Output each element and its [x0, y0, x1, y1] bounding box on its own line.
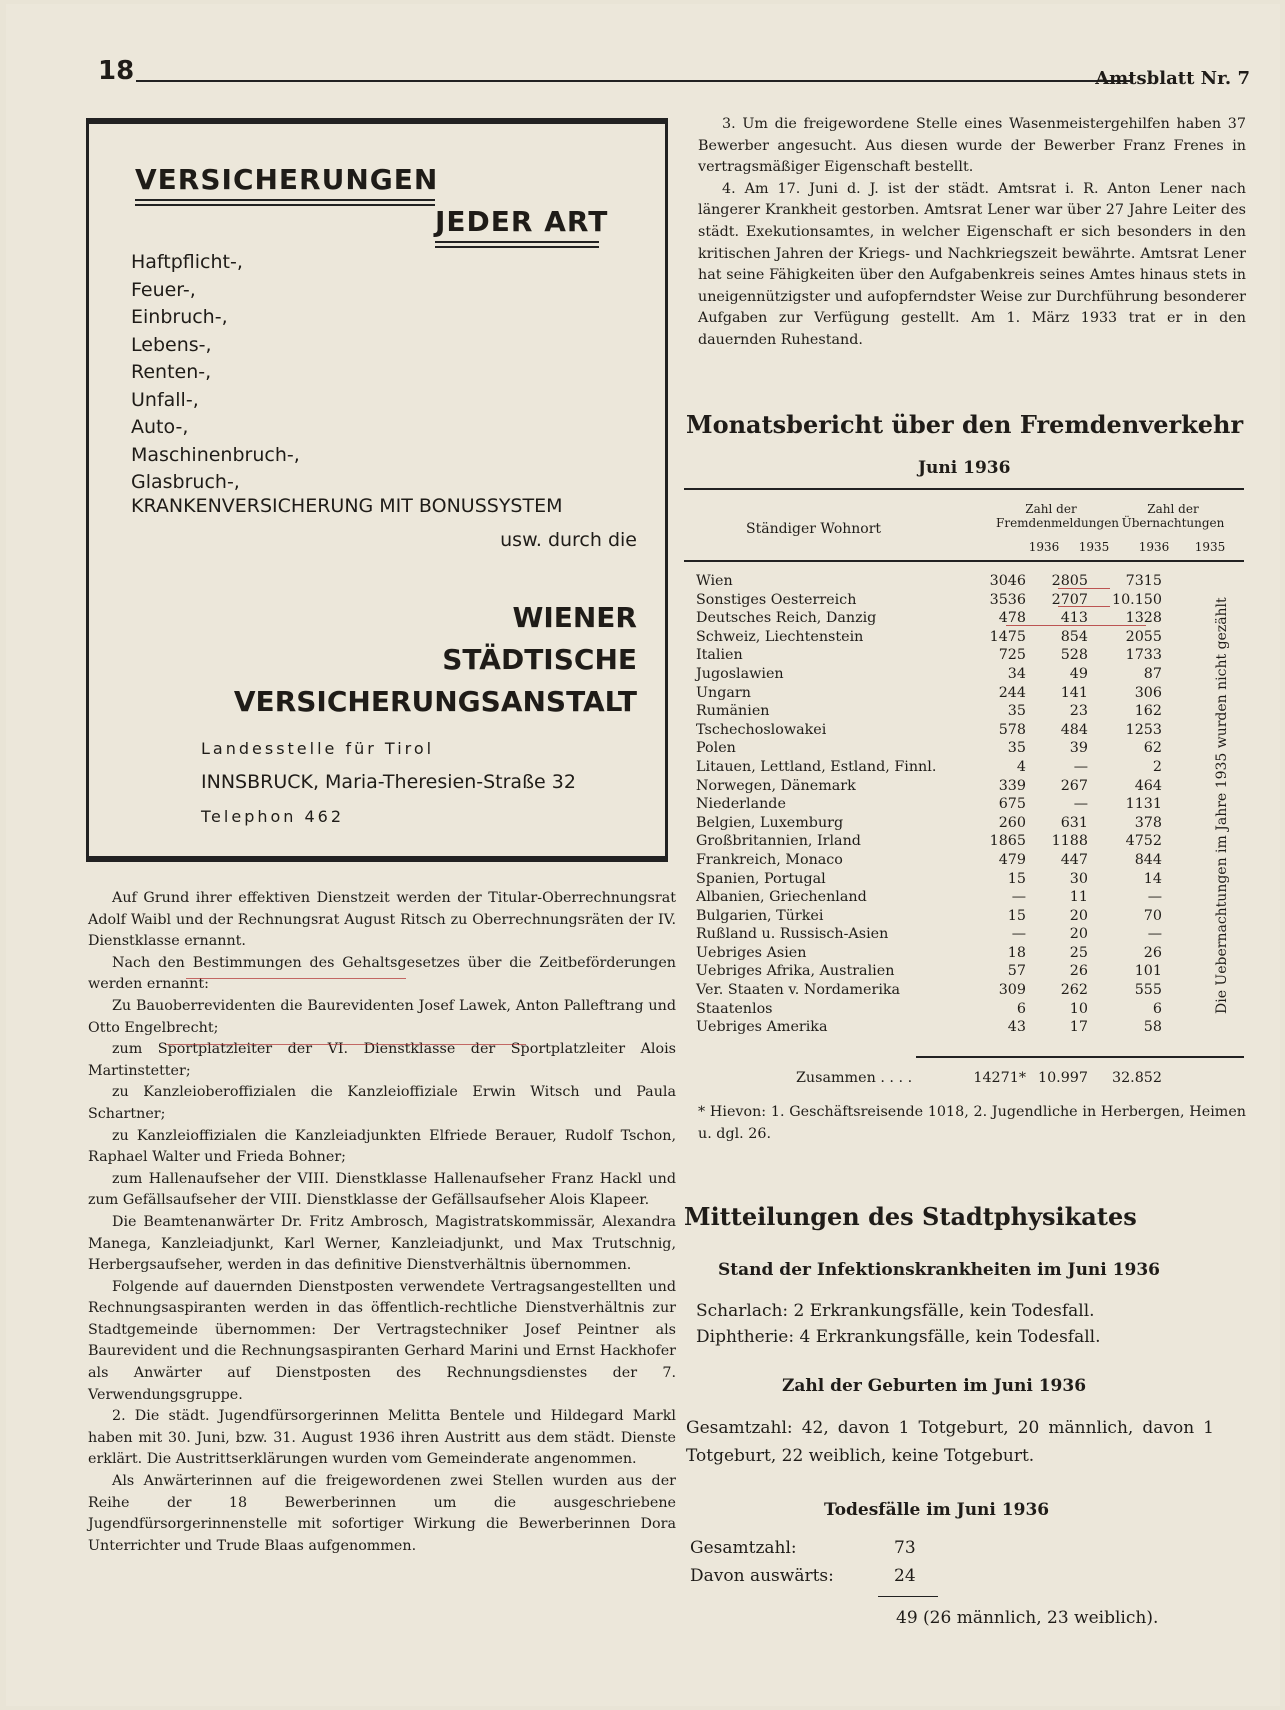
uebernachtungen-1936-cell: 58 — [1143, 1019, 1162, 1036]
meldungen-1936-cell: 478 — [998, 610, 1026, 627]
table-row — [696, 870, 1242, 889]
paragraph: zum Hallenaufseher der VIII. Dienstklasse Hallenaufseher Franz Hackl und zum Gefällsaufseher der VIII. Dienstklasse der Gefällsaufseher Alois Klapeer. — [88, 1170, 676, 1209]
table-row — [696, 814, 1242, 833]
insurance-type: Feuer-, — [131, 278, 196, 301]
meldungen-1936-cell: 675 — [998, 796, 1026, 813]
meldungen-1935-cell: 26 — [1069, 963, 1088, 980]
row-label: Sonstiges Oesterreich — [696, 591, 857, 608]
row-label: Jugoslawien — [696, 665, 784, 682]
meldungen-1936-cell: — — [1011, 889, 1026, 906]
stadtphysikat-heading: Mitteilungen des Stadtphysikates — [684, 1202, 1137, 1231]
uebernachtungen-1936-cell: 2 — [1152, 758, 1162, 775]
row-label: Belgien, Luxemburg — [696, 814, 844, 831]
ad-title-rule1 — [135, 199, 435, 206]
meldungen-1936-cell: 35 — [1007, 703, 1026, 720]
row-label: Litauen, Lettland, Estland, Finnl. — [696, 758, 937, 775]
pencil-strike — [1058, 606, 1110, 607]
row-label: Norwegen, Dänemark — [696, 777, 856, 794]
insurance-type: Haftpflicht-, — [131, 251, 243, 273]
uebernachtungen-1936-cell: 1131 — [1125, 796, 1162, 813]
pencil-strike — [1058, 588, 1110, 589]
pencil-strike — [1006, 625, 1146, 626]
meldungen-1935-cell: 141 — [1060, 684, 1088, 701]
uebernachtungen-1936-cell: 101 — [1134, 963, 1162, 980]
row-label: Polen — [696, 740, 736, 757]
births-text: Gesamtzahl: 42, davon 1 Totgeburt, 20 männlich, davon 1 Totgeburt, 22 weiblich, keine Totgeburt. — [686, 1418, 1214, 1466]
left-column-text — [88, 888, 676, 1557]
row-label: Frankreich, Monaco — [696, 851, 843, 868]
meldungen-1936-cell: 15 — [1007, 907, 1026, 924]
ad-bottom-rule — [86, 856, 668, 862]
insurance-type-list — [131, 249, 300, 497]
meldungen-1935-cell: 528 — [1060, 647, 1088, 664]
meldungen-1935-cell: 262 — [1060, 982, 1088, 999]
uebernachtungen-1936-cell: 1328 — [1125, 610, 1162, 627]
paragraph: Zu Bauoberrevidenten die Baurevidenten Josef Lawek, Anton Palleftrang und Otto Engelbrecht; — [88, 997, 676, 1036]
deaths-rule — [878, 1596, 938, 1597]
uebernachtungen-1936-cell: 87 — [1143, 665, 1162, 682]
meldungen-1936-cell: 3536 — [989, 591, 1026, 608]
meldungen-1936-cell: 244 — [998, 684, 1026, 701]
table-row — [696, 888, 1242, 907]
meldungen-1935-cell: 49 — [1069, 665, 1088, 682]
ad-kranken: KRANKENVERSICHERUNG MIT BONUSSYSTEM — [131, 495, 563, 517]
table-row — [696, 981, 1242, 1000]
meldungen-1936-cell: 3046 — [989, 573, 1026, 589]
uebernachtungen-1936-cell: 10.150 — [1111, 591, 1162, 608]
insurance-type: Lebens-, — [131, 333, 212, 356]
newspaper-page — [6, 4, 1280, 1706]
meldungen-1936-cell: 18 — [1007, 944, 1026, 961]
table-row — [696, 944, 1242, 963]
right-column-text — [698, 114, 1246, 352]
table-header-year: 1936 — [1138, 540, 1170, 554]
row-label: Italien — [696, 647, 743, 664]
uebernachtungen-1936-cell: 464 — [1134, 777, 1162, 794]
ad-title-line1: VERSICHERUNGEN — [135, 163, 439, 196]
paragraph: zu Kanzleioberoffizialen die Kanzleioffiziale Erwin Witsch und Paula Schartner; — [88, 1084, 676, 1122]
ad-company-line1: WIENER — [512, 601, 637, 634]
meldungen-1935-cell: 631 — [1060, 814, 1088, 831]
paragraph: Auf Grund ihrer effektiven Dienstzeit werden der Titular-Oberrechnungsrat Adolf Waibl und der Rechnungsrat August Ritsch zu Oberrechnungsräten der IV. Dienstklasse ernannt. — [88, 890, 676, 950]
table-header-year: 1935 — [1194, 540, 1226, 554]
meldungen-1935-cell: 447 — [1060, 851, 1088, 868]
row-label: Bulgarien, Türkei — [696, 907, 824, 924]
paragraph: 3. Um die freigewordene Stelle eines Wasenmeistergehilfen haben 37 Bewerber angesucht. Aus diesen wurde der Bewerber Franz Frenes in vertragsmäßiger Eigenschaft bestellt. — [698, 116, 1246, 176]
total-meldungen-1935: 10.997 — [1037, 1070, 1088, 1086]
ad-usw: usw. durch die — [500, 529, 637, 551]
ad-company-line2: STÄDTISCHE — [442, 643, 637, 676]
meldungen-1935-cell: 20 — [1069, 907, 1088, 924]
publication-title: Amtsblatt Nr. 7 — [1095, 68, 1250, 89]
meldungen-1936-cell: 34 — [1007, 665, 1026, 682]
row-label: Ver. Staaten v. Nordamerika — [696, 982, 901, 999]
total-meldungen-1936: 14271* — [973, 1070, 1026, 1086]
meldungen-1936-cell: 4 — [1016, 758, 1026, 775]
meldungen-1936-cell: 339 — [998, 777, 1026, 794]
meldungen-1936-cell: 57 — [1007, 963, 1026, 980]
infection-item: Diphtherie: 4 Erkrankungsfälle, kein Todesfall. — [696, 1327, 1101, 1347]
table-row — [696, 777, 1242, 796]
uebernachtungen-1936-cell: 62 — [1143, 740, 1162, 757]
uebernachtungen-1936-cell: 4752 — [1125, 833, 1162, 850]
uebernachtungen-1936-cell: 378 — [1134, 814, 1162, 831]
meldungen-1935-cell: 413 — [1060, 610, 1088, 627]
births-title: Zahl der Geburten im Juni 1936 — [782, 1376, 1087, 1396]
meldungen-1935-cell: 23 — [1069, 703, 1088, 720]
header-rule — [136, 80, 1130, 82]
row-label: Uebriges Asien — [696, 944, 807, 961]
ad-top-rule — [86, 118, 668, 124]
meldungen-1935-cell: 39 — [1069, 740, 1088, 757]
row-label: Uebriges Amerika — [696, 1019, 828, 1036]
uebernachtungen-1936-cell: 555 — [1134, 982, 1162, 999]
insurance-type: Unfall-, — [131, 388, 199, 411]
paragraph: Die Beamtenanwärter Dr. Fritz Ambrosch, Magistratskommissär, Alexandra Manega, Kanzleiadjunkt, Karl Werner, Kanzleiadjunkt, und Max Trutschnig, Herbergsaufseher, werden in das definitive Dienstverhältnis übernommen. — [88, 1213, 676, 1274]
row-label: Rumänien — [696, 703, 770, 720]
table-row — [696, 702, 1242, 721]
uebernachtungen-1936-cell: 26 — [1143, 944, 1162, 961]
table-row — [696, 907, 1242, 926]
paragraph: zu Kanzleioffizialen die Kanzleiadjunkten Elfriede Berauer, Rudolf Tschon, Raphael Walter und Frieda Bohner; — [88, 1127, 676, 1166]
table-row — [696, 684, 1242, 703]
ad-telephone: Telephon 462 — [201, 807, 345, 826]
row-label: Spanien, Portugal — [696, 870, 826, 887]
meldungen-1936-cell: 1475 — [989, 628, 1026, 645]
table-row — [696, 962, 1242, 981]
pencil-underline — [166, 1044, 526, 1045]
meldungen-1935-cell: — — [1073, 796, 1088, 813]
table-row — [696, 721, 1242, 740]
meldungen-1935-cell: 17 — [1069, 1019, 1088, 1036]
table-row — [696, 572, 1242, 591]
meldungen-1936-cell: 6 — [1016, 1000, 1026, 1017]
row-label: Tschechoslowakei — [696, 721, 827, 738]
table-header-rule — [684, 560, 1244, 562]
row-label: Wien — [696, 573, 733, 589]
infection-item: Scharlach: 2 Erkrankungsfälle, kein Todesfall. — [696, 1301, 1095, 1321]
meldungen-1935-cell: 10 — [1069, 1000, 1088, 1017]
ad-address: INNSBRUCK, Maria-Theresien-Straße 32 — [201, 771, 576, 793]
fremdenverkehr-table — [696, 572, 1242, 1037]
total-label-text: Zusammen — [796, 1070, 876, 1086]
uebernachtungen-1936-cell: 6 — [1152, 1000, 1162, 1017]
uebernachtungen-1936-cell: 2055 — [1125, 628, 1162, 645]
deaths-title: Todesfälle im Juni 1936 — [824, 1500, 1050, 1520]
table-row — [696, 591, 1242, 610]
meldungen-1935-cell: 2805 — [1051, 573, 1088, 589]
table-header-uebernachtungen: Zahl der Übernachtungen — [1121, 502, 1225, 530]
paragraph: zum Sportplatzleiter der VI. Dienstklasse der Sportplatzleiter Alois Martinstetter; — [88, 1041, 676, 1079]
table-row — [696, 832, 1242, 851]
ad-title-line2: JEDER ART — [435, 205, 609, 238]
table-row — [696, 795, 1242, 814]
meldungen-1935-cell: — — [1073, 758, 1088, 775]
meldungen-1936-cell: 15 — [1007, 870, 1026, 887]
meldungen-1936-cell: 260 — [998, 814, 1026, 831]
meldungen-1936-cell: 35 — [1007, 740, 1026, 757]
uebernachtungen-1936-cell: — — [1147, 889, 1162, 906]
deaths-total-label: Gesamtzahl: — [690, 1538, 797, 1558]
uebernachtungen-1936-cell: — — [1147, 926, 1162, 943]
meldungen-1935-cell: 1188 — [1051, 833, 1088, 850]
meldungen-1936-cell: 479 — [998, 851, 1026, 868]
row-label: Rußland u. Russisch-Asien — [696, 926, 889, 943]
meldungen-1936-cell: 1865 — [989, 833, 1026, 850]
infections-title: Stand der Infektionskrankheiten im Juni 1936 — [718, 1260, 1160, 1280]
deaths-net: 49 (26 männlich, 23 weiblich). — [896, 1608, 1159, 1628]
meldungen-1935-cell: 30 — [1069, 870, 1088, 887]
table-row — [696, 1000, 1242, 1019]
deaths-total: 73 — [894, 1538, 916, 1558]
paragraph: Nach den Bestimmungen des Gehaltsgesetzes über die Zeitbeförderungen werden ernannt: — [88, 954, 676, 993]
meldungen-1936-cell: 309 — [998, 982, 1026, 999]
table-row — [696, 925, 1242, 944]
ad-title-rule2 — [435, 241, 599, 248]
row-label: Niederlande — [696, 796, 786, 813]
uebernachtungen-1936-cell: 306 — [1134, 684, 1162, 701]
uebernachtungen-1936-cell: 1733 — [1125, 647, 1162, 664]
report-subtitle: Juni 1936 — [918, 458, 1011, 478]
insurance-type: Renten-, — [131, 361, 212, 383]
meldungen-1936-cell: 43 — [1007, 1019, 1026, 1036]
meldungen-1936-cell: 725 — [998, 647, 1026, 664]
ad-landesstelle: Landesstelle für Tirol — [201, 739, 435, 758]
insurance-type: Maschinenbruch-, — [131, 443, 300, 466]
table-row — [696, 739, 1242, 758]
table-side-note: Die Uebernachtungen im Jahre 1935 wurden nicht gezählt — [1214, 597, 1230, 1015]
table-header-wohnort: Ständiger Wohnort — [746, 521, 882, 537]
pencil-underline — [186, 978, 406, 979]
row-label: Deutsches Reich, Danzig — [696, 610, 877, 627]
table-row — [696, 758, 1242, 777]
paragraph: 2. Die städt. Jugendfürsorgerinnen Melitta Bentele und Hildegard Markl haben mit 30. Juni, bzw. 31. August 1936 ihren Austritt aus dem städt. Dienste erklärt. Die Austrittserklärungen wurden vom Gemeinderate angenommen. — [88, 1408, 676, 1468]
paragraph: 4. Am 17. Juni d. J. ist der städt. Amtsrat i. R. Anton Lener nach längerer Krankheit gestorben. Amtsrat Lener war über 27 Jahre Leiter des städt. Exekutionsamtes, in welcher Eigenschaft er sich besonders in den kritischen Jahren der Kriegs- und Nachkriegszeit bewährte. Amtsrat Lener hat seine Fähigkeiten über den Aufgabenkreis seines Amtes hinaus stets in uneigennützigster und aufopferndster Weise zur Durchführung besonderer Aufgaben zur Verfügung gestellt. Am 1. März 1933 trat er in den dauernden Ruhestand. — [698, 180, 1246, 348]
page-number: 18 — [98, 56, 135, 86]
meldungen-1935-cell: 25 — [1069, 944, 1088, 961]
total-label: Zusammen . . . . — [796, 1070, 913, 1086]
insurance-type: Glasbruch-, — [131, 471, 240, 493]
uebernachtungen-1936-cell: 70 — [1143, 907, 1162, 924]
table-header-meldungen: Zahl der Fremdenmeldungen — [996, 502, 1120, 530]
table-row — [696, 628, 1242, 647]
uebernachtungen-1936-cell: 844 — [1134, 851, 1162, 868]
table-row — [696, 851, 1242, 870]
row-label: Uebriges Afrika, Australien — [696, 963, 895, 980]
insurance-type: Auto-, — [131, 416, 189, 438]
paragraph: Folgende auf dauernden Dienstposten verwendete Vertragsangestellten und Rechnungsaspiranten werden in das öffentlich-rechtliche Dienstverhältnis zur Stadtgemeinde übernommen: Der Vertragstechniker Josef Peintner als Baurevident und die Rechnungsaspiranten Gerhard Marini und Ernst Hackhofer als Anwärter auf Dienstposten des Rechnungsdienstes der 7. Verwendungsgruppe. — [88, 1278, 676, 1403]
total-uebernachtungen-1936: 32.852 — [1111, 1070, 1162, 1086]
report-title: Monatsbericht über den Fremdenverkehr — [686, 410, 1244, 439]
uebernachtungen-1936-cell: 7315 — [1125, 573, 1162, 589]
row-label: Staatenlos — [696, 1000, 773, 1017]
row-label: Ungarn — [696, 684, 751, 701]
row-label: Albanien, Griechenland — [696, 889, 867, 906]
table-footnote: * Hievon: 1. Geschäftsreisende 1018, 2. Jugendliche in Herbergen, Heimen u. dgl. 26. — [698, 1104, 1246, 1142]
table-header-year: 1935 — [1078, 540, 1110, 554]
meldungen-1936-cell: 578 — [998, 721, 1026, 738]
meldungen-1935-cell: 11 — [1069, 889, 1088, 906]
deaths-outside: 24 — [894, 1566, 916, 1586]
uebernachtungen-1936-cell: 162 — [1134, 703, 1162, 720]
table-row — [696, 1018, 1242, 1037]
meldungen-1935-cell: 484 — [1060, 721, 1088, 738]
row-label: Großbritannien, Irland — [696, 833, 861, 850]
table-row — [696, 646, 1242, 665]
meldungen-1935-cell: 854 — [1060, 628, 1088, 645]
uebernachtungen-1936-cell: 14 — [1143, 870, 1162, 887]
table-row — [696, 609, 1242, 628]
table-row — [696, 665, 1242, 684]
ad-company-line3: VERSICHERUNGSANSTALT — [233, 685, 637, 718]
meldungen-1935-cell: 2707 — [1051, 591, 1088, 608]
meldungen-1935-cell: 20 — [1069, 926, 1088, 943]
meldungen-1935-cell: 267 — [1060, 777, 1088, 794]
insurance-type: Einbruch-, — [131, 306, 228, 328]
uebernachtungen-1936-cell: 1253 — [1125, 721, 1162, 738]
infections-list — [696, 1298, 1101, 1350]
paragraph: Als Anwärterinnen auf die freigewordenen zwei Stellen wurden aus der Reihe der 18 Bewerberinnen um die ausgeschriebene Jugendfürsorgerinnenstelle mit sofortiger Wirkung die Bewerberinnen Dora Unterrichter und Trude Blaas aufgenommen. — [88, 1473, 676, 1554]
meldungen-1936-cell: — — [1011, 926, 1026, 943]
table-top-rule — [684, 488, 1244, 490]
table-header-year: 1936 — [1028, 540, 1060, 554]
insurance-advertisement — [86, 118, 668, 862]
row-label: Schweiz, Liechtenstein — [696, 628, 864, 645]
deaths-outside-label: Davon auswärts: — [690, 1566, 834, 1586]
table-total-rule — [916, 1056, 1244, 1058]
